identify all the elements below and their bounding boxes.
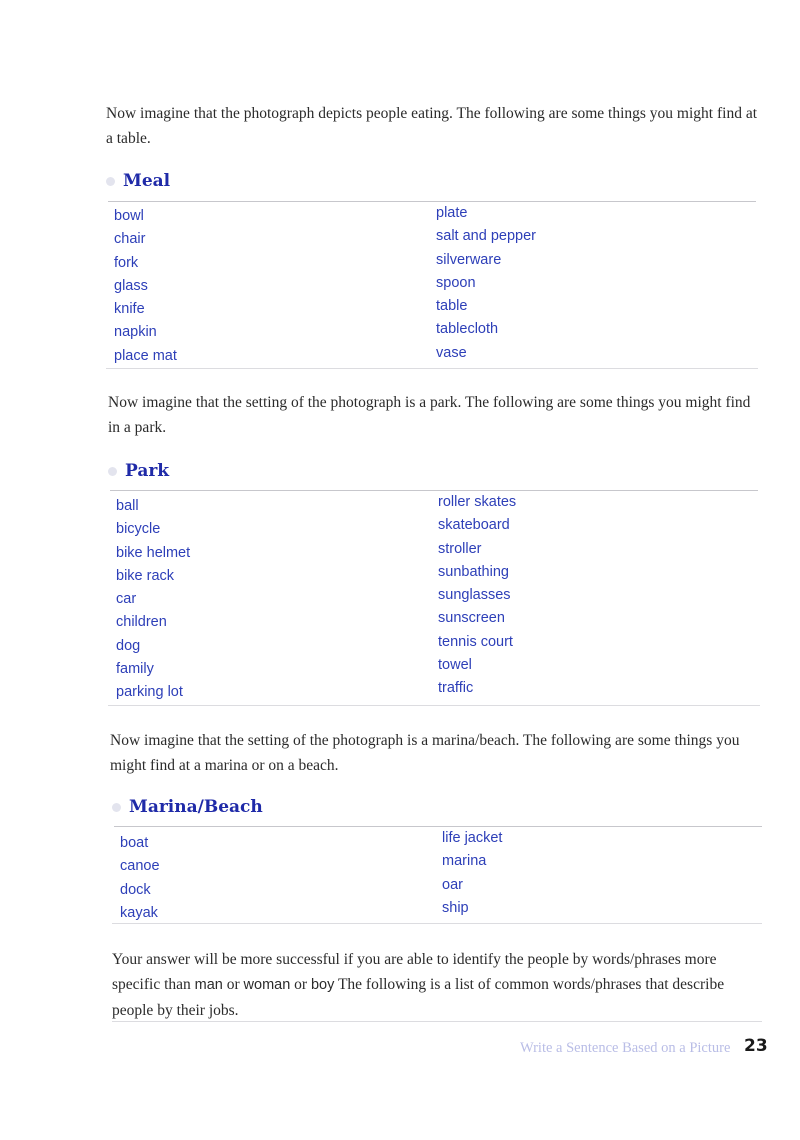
marina-word: life jacket — [442, 830, 503, 846]
meal-word: chair — [114, 231, 146, 248]
park-word: sunglasses — [438, 587, 511, 604]
marina-word: marina — [442, 853, 487, 870]
term-boy: boy — [310, 977, 335, 993]
bullet-icon — [112, 803, 121, 812]
meal-word: plate — [436, 205, 468, 221]
meal-word: knife — [114, 301, 145, 318]
term-man: man — [194, 977, 223, 993]
meal-left-list — [114, 205, 177, 368]
marina-word: oar — [442, 876, 463, 893]
closing-part1: Your answer will be more successful if you are able to identify the people by words/phrases more specific than — [112, 951, 717, 993]
closing-paragraph — [112, 947, 766, 1023]
marina-word: canoe — [120, 858, 160, 875]
park-heading — [108, 461, 169, 481]
meal-word: salt and pepper — [436, 228, 536, 245]
park-bottom-rule — [108, 705, 760, 706]
marina-left-list — [120, 832, 160, 925]
meal-word: bowl — [114, 208, 144, 224]
intro-marina-paragraph: Now imagine that the setting of the photograph is a marina/beach. The following are some things you might find at a marina or on a beach. — [110, 732, 740, 774]
meal-word: glass — [114, 277, 148, 294]
park-right-list — [438, 491, 516, 701]
meal-bottom-rule — [106, 368, 758, 369]
park-word: roller skates — [438, 494, 517, 510]
park-word: skateboard — [438, 517, 510, 534]
marina-right-list — [442, 827, 502, 920]
park-word: towel — [438, 657, 472, 674]
park-word: sunscreen — [438, 610, 505, 627]
meal-word: tablecloth — [436, 321, 499, 338]
meal-word: place mat — [114, 347, 177, 364]
term-woman: woman — [243, 977, 291, 993]
meal-word: spoon — [436, 274, 476, 291]
meal-heading-label: Meal — [123, 171, 171, 191]
closing-part2: The following is a list of common words/phrases that describe people by their jobs. — [112, 976, 725, 1019]
park-word: bike rack — [116, 567, 175, 584]
intro-park-paragraph: Now imagine that the setting of the photograph is a park. The following are some things you might find in a park. — [108, 394, 751, 436]
intro-meal-paragraph: Now imagine that the photograph depicts people eating. The following are some things you might find at a table. — [106, 105, 758, 147]
marina-heading-label: Marina/Beach — [129, 797, 263, 817]
park-word: traffic — [438, 680, 474, 697]
park-top-rule — [110, 490, 758, 491]
meal-right-list — [436, 202, 536, 365]
park-left-list — [116, 495, 190, 705]
park-word: parking lot — [116, 684, 183, 701]
park-word: bicycle — [116, 521, 161, 538]
closing-rule — [112, 1021, 762, 1022]
park-word: sunbathing — [438, 563, 509, 580]
closing-or2: or — [290, 976, 311, 993]
marina-bottom-rule — [112, 923, 762, 924]
meal-word: napkin — [114, 324, 157, 341]
bullet-icon — [106, 177, 115, 186]
marina-word: ship — [442, 899, 469, 916]
meal-word: fork — [114, 254, 139, 271]
marina-heading — [112, 797, 263, 817]
marina-word: boat — [120, 835, 149, 851]
marina-top-rule — [114, 826, 762, 827]
park-word: ball — [116, 498, 139, 514]
meal-word: vase — [436, 344, 467, 361]
marina-word: kayak — [120, 904, 158, 921]
park-word: car — [116, 591, 137, 608]
bullet-icon — [108, 467, 117, 476]
marina-word: dock — [120, 881, 151, 898]
meal-word: silverware — [436, 251, 502, 268]
meal-heading — [106, 171, 170, 191]
park-word: family — [116, 661, 154, 678]
park-word: dog — [116, 637, 141, 654]
park-word: children — [116, 614, 167, 631]
park-word: stroller — [438, 540, 482, 557]
park-heading-label: Park — [125, 461, 170, 481]
meal-top-rule — [108, 201, 756, 202]
park-word: tennis court — [438, 633, 513, 650]
meal-word: table — [436, 298, 468, 315]
page-number: 23 — [744, 1036, 768, 1056]
park-word: bike helmet — [116, 544, 191, 561]
closing-or1: or — [222, 976, 244, 993]
running-title: Write a Sentence Based on a Picture — [520, 1040, 731, 1056]
